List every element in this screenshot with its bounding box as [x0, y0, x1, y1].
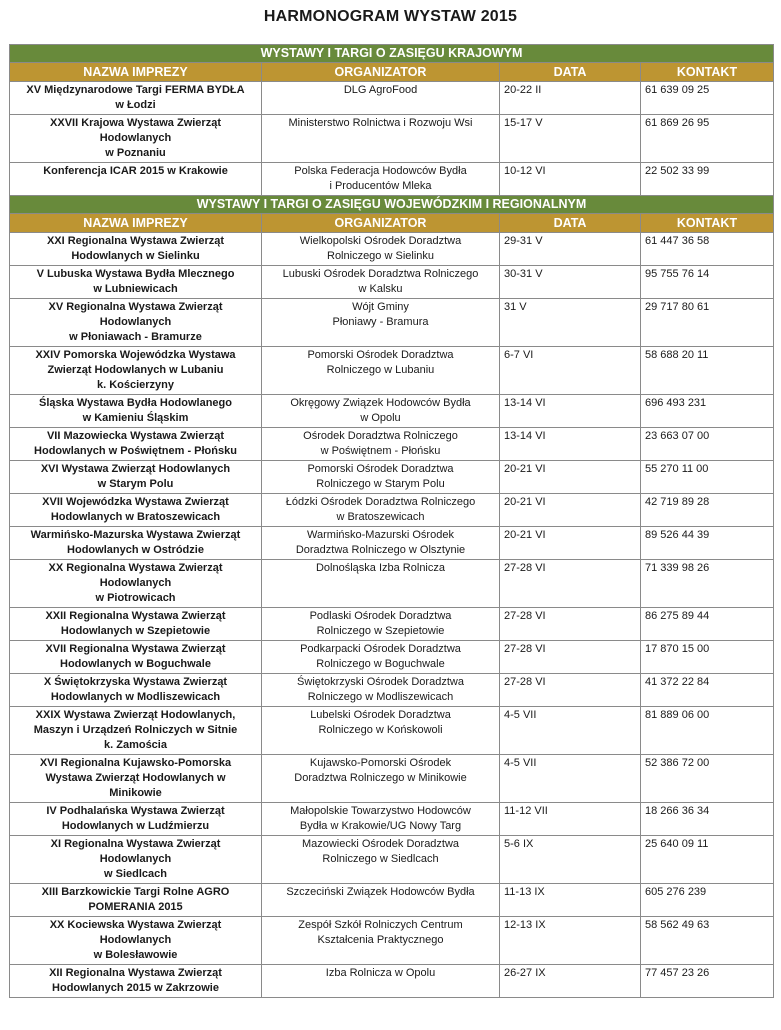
event-organizer: Lubelski Ośrodek Doradztwa Rolniczego w Końskowoli	[262, 707, 500, 755]
event-contact: 605 276 239	[641, 884, 774, 917]
event-name: XV Międzynarodowe Targi FERMA BYDŁA w Łodzi	[10, 82, 262, 115]
event-name: XXIX Wystawa Zwierząt Hodowlanych, Maszyn i Urządzeń Rolniczych w Sitnie k. Zamościa	[10, 707, 262, 755]
event-contact: 77 457 23 26	[641, 965, 774, 998]
event-organizer: Dolnośląska Izba Rolnicza	[262, 560, 500, 608]
section-header-row	[10, 45, 774, 63]
event-contact: 55 270 11 00	[641, 461, 774, 494]
table-row	[10, 494, 774, 527]
event-contact: 89 526 44 39	[641, 527, 774, 560]
event-date: 10-12 VI	[500, 163, 641, 196]
event-name: XXII Regionalna Wystawa Zwierząt Hodowlanych w Szepietowie	[10, 608, 262, 641]
event-organizer: Zespół Szkół Rolniczych Centrum Kształcenia Praktycznego	[262, 917, 500, 965]
event-organizer: Małopolskie Towarzystwo Hodowców Bydła w Krakowie/UG Nowy Targ	[262, 803, 500, 836]
event-contact: 58 562 49 63	[641, 917, 774, 965]
table-row	[10, 608, 774, 641]
column-header-organizer: ORGANIZATOR	[262, 63, 500, 82]
event-name: XV Regionalna Wystawa Zwierząt Hodowlanych w Płoniawach - Bramurze	[10, 299, 262, 347]
event-date: 15-17 V	[500, 115, 641, 163]
event-contact: 29 717 80 61	[641, 299, 774, 347]
event-date: 4-5 VII	[500, 755, 641, 803]
event-organizer: Polska Federacja Hodowców Bydła i Producentów Mleka	[262, 163, 500, 196]
event-name: XX Regionalna Wystawa Zwierząt Hodowlanych w Piotrowicach	[10, 560, 262, 608]
event-date: 27-28 VI	[500, 641, 641, 674]
event-organizer: DLG AgroFood	[262, 82, 500, 115]
event-date: 27-28 VI	[500, 674, 641, 707]
table-row	[10, 347, 774, 395]
event-name: XII Regionalna Wystawa Zwierząt Hodowlanych 2015 w Zakrzowie	[10, 965, 262, 998]
event-name: XVII Wojewódzka Wystawa Zwierząt Hodowlanych w Bratoszewicach	[10, 494, 262, 527]
event-contact: 696 493 231	[641, 395, 774, 428]
event-name: V Lubuska Wystawa Bydła Mlecznego w Lubniewicach	[10, 266, 262, 299]
table-row	[10, 560, 774, 608]
event-organizer: Szczeciński Związek Hodowców Bydła	[262, 884, 500, 917]
column-header-date: DATA	[500, 63, 641, 82]
event-organizer: Okręgowy Związek Hodowców Bydła w Opolu	[262, 395, 500, 428]
column-header-contact: KONTAKT	[641, 214, 774, 233]
event-organizer: Podkarpacki Ośrodek Doradztwa Rolniczego w Boguchwale	[262, 641, 500, 674]
page-title: HARMONOGRAM WYSTAW 2015	[263, 8, 518, 25]
table-row	[10, 115, 774, 163]
event-name: XXIV Pomorska Wojewódzka Wystawa Zwierząt Hodowlanych w Lubaniu k. Kościerzyny	[10, 347, 262, 395]
schedule-table	[9, 44, 774, 998]
table-row	[10, 163, 774, 196]
event-contact: 58 688 20 11	[641, 347, 774, 395]
column-header-date: DATA	[500, 214, 641, 233]
event-organizer: Pomorski Ośrodek Doradztwa Rolniczego w Lubaniu	[262, 347, 500, 395]
section-header-row	[10, 196, 774, 214]
event-date: 11-12 VII	[500, 803, 641, 836]
table-row	[10, 674, 774, 707]
table-row	[10, 266, 774, 299]
event-date: 26-27 IX	[500, 965, 641, 998]
event-date: 27-28 VI	[500, 608, 641, 641]
event-name: IV Podhalańska Wystawa Zwierząt Hodowlanych w Ludźmierzu	[10, 803, 262, 836]
event-date: 13-14 VI	[500, 428, 641, 461]
event-name: XVI Regionalna Kujawsko-Pomorska Wystawa Zwierząt Hodowlanych w Minikowie	[10, 755, 262, 803]
event-organizer: Wójt Gminy Płoniawy - Bramura	[262, 299, 500, 347]
event-contact: 42 719 89 28	[641, 494, 774, 527]
table-row	[10, 299, 774, 347]
event-date: 29-31 V	[500, 233, 641, 266]
event-organizer: Wielkopolski Ośrodek Doradztwa Rolniczego w Sielinku	[262, 233, 500, 266]
event-organizer: Podlaski Ośrodek Doradztwa Rolniczego w Szepietowie	[262, 608, 500, 641]
event-contact: 61 869 26 95	[641, 115, 774, 163]
column-header-name: NAZWA IMPREZY	[10, 214, 262, 233]
event-date: 20-22 II	[500, 82, 641, 115]
table-row	[10, 917, 774, 965]
event-contact: 23 663 07 00	[641, 428, 774, 461]
event-date: 20-21 VI	[500, 527, 641, 560]
table-row	[10, 836, 774, 884]
event-organizer: Ośrodek Doradztwa Rolniczego w Poświętnem - Płońsku	[262, 428, 500, 461]
event-name: XI Regionalna Wystawa Zwierząt Hodowlanych w Siedlcach	[10, 836, 262, 884]
event-name: XVI Wystawa Zwierząt Hodowlanych w Starym Polu	[10, 461, 262, 494]
event-organizer: Łódzki Ośrodek Doradztwa Rolniczego w Bratoszewicach	[262, 494, 500, 527]
event-organizer: Kujawsko-Pomorski Ośrodek Doradztwa Rolniczego w Minikowie	[262, 755, 500, 803]
event-name: XIII Barzkowickie Targi Rolne AGRO POMERANIA 2015	[10, 884, 262, 917]
schedule-body	[10, 45, 774, 998]
event-organizer: Lubuski Ośrodek Doradztwa Rolniczego w Kalsku	[262, 266, 500, 299]
event-date: 4-5 VII	[500, 707, 641, 755]
table-row	[10, 233, 774, 266]
event-name: XXVII Krajowa Wystawa Zwierząt Hodowlanych w Poznaniu	[10, 115, 262, 163]
column-header-row	[10, 214, 774, 233]
event-organizer: Mazowiecki Ośrodek Doradztwa Rolniczego w Siedlcach	[262, 836, 500, 884]
event-name: Warmińsko-Mazurska Wystawa Zwierząt Hodowlanych w Ostródzie	[10, 527, 262, 560]
event-date: 30-31 V	[500, 266, 641, 299]
event-organizer: Warmińsko-Mazurski Ośrodek Doradztwa Rolniczego w Olsztynie	[262, 527, 500, 560]
event-contact: 22 502 33 99	[641, 163, 774, 196]
table-row	[10, 641, 774, 674]
event-contact: 81 889 06 00	[641, 707, 774, 755]
table-row	[10, 82, 774, 115]
event-contact: 61 447 36 58	[641, 233, 774, 266]
event-contact: 18 266 36 34	[641, 803, 774, 836]
event-contact: 52 386 72 00	[641, 755, 774, 803]
event-organizer: Pomorski Ośrodek Doradztwa Rolniczego w Starym Polu	[262, 461, 500, 494]
column-header-name: NAZWA IMPREZY	[10, 63, 262, 82]
table-row	[10, 527, 774, 560]
event-name: X Świętokrzyska Wystawa Zwierząt Hodowlanych w Modliszewicach	[10, 674, 262, 707]
table-row	[10, 428, 774, 461]
table-row	[10, 965, 774, 998]
event-date: 6-7 VI	[500, 347, 641, 395]
event-date: 12-13 IX	[500, 917, 641, 965]
event-contact: 95 755 76 14	[641, 266, 774, 299]
event-date: 11-13 IX	[500, 884, 641, 917]
event-date: 31 V	[500, 299, 641, 347]
event-name: XX Kociewska Wystawa Zwierząt Hodowlanych w Bolesławowie	[10, 917, 262, 965]
event-contact: 41 372 22 84	[641, 674, 774, 707]
event-name: XXI Regionalna Wystawa Zwierząt Hodowlanych w Sielinku	[10, 233, 262, 266]
event-date: 20-21 VI	[500, 494, 641, 527]
event-name: Konferencja ICAR 2015 w Krakowie	[10, 163, 262, 196]
event-date: 5-6 IX	[500, 836, 641, 884]
table-row	[10, 707, 774, 755]
column-header-row	[10, 63, 774, 82]
event-name: Śląska Wystawa Bydła Hodowlanego w Kamieniu Śląskim	[10, 395, 262, 428]
event-organizer: Ministerstwo Rolnictwa i Rozwoju Wsi	[262, 115, 500, 163]
event-contact: 86 275 89 44	[641, 608, 774, 641]
event-contact: 61 639 09 25	[641, 82, 774, 115]
section-title: WYSTAWY I TARGI O ZASIĘGU KRAJOWYM	[10, 45, 774, 63]
section-title: WYSTAWY I TARGI O ZASIĘGU WOJEWÓDZKIM I REGIONALNYM	[10, 196, 774, 214]
event-name: VII Mazowiecka Wystawa Zwierząt Hodowlanych w Poświętnem - Płońsku	[10, 428, 262, 461]
column-header-organizer: ORGANIZATOR	[262, 214, 500, 233]
event-contact: 17 870 15 00	[641, 641, 774, 674]
event-contact: 71 339 98 26	[641, 560, 774, 608]
event-date: 13-14 VI	[500, 395, 641, 428]
table-row	[10, 884, 774, 917]
event-contact: 25 640 09 11	[641, 836, 774, 884]
event-name: XVII Regionalna Wystawa Zwierząt Hodowlanych w Boguchwale	[10, 641, 262, 674]
table-row	[10, 395, 774, 428]
table-row	[10, 461, 774, 494]
column-header-contact: KONTAKT	[641, 63, 774, 82]
event-date: 27-28 VI	[500, 560, 641, 608]
event-organizer: Izba Rolnicza w Opolu	[262, 965, 500, 998]
table-row	[10, 803, 774, 836]
event-organizer: Świętokrzyski Ośrodek Doradztwa Rolniczego w Modliszewicach	[262, 674, 500, 707]
event-date: 20-21 VI	[500, 461, 641, 494]
table-row	[10, 755, 774, 803]
